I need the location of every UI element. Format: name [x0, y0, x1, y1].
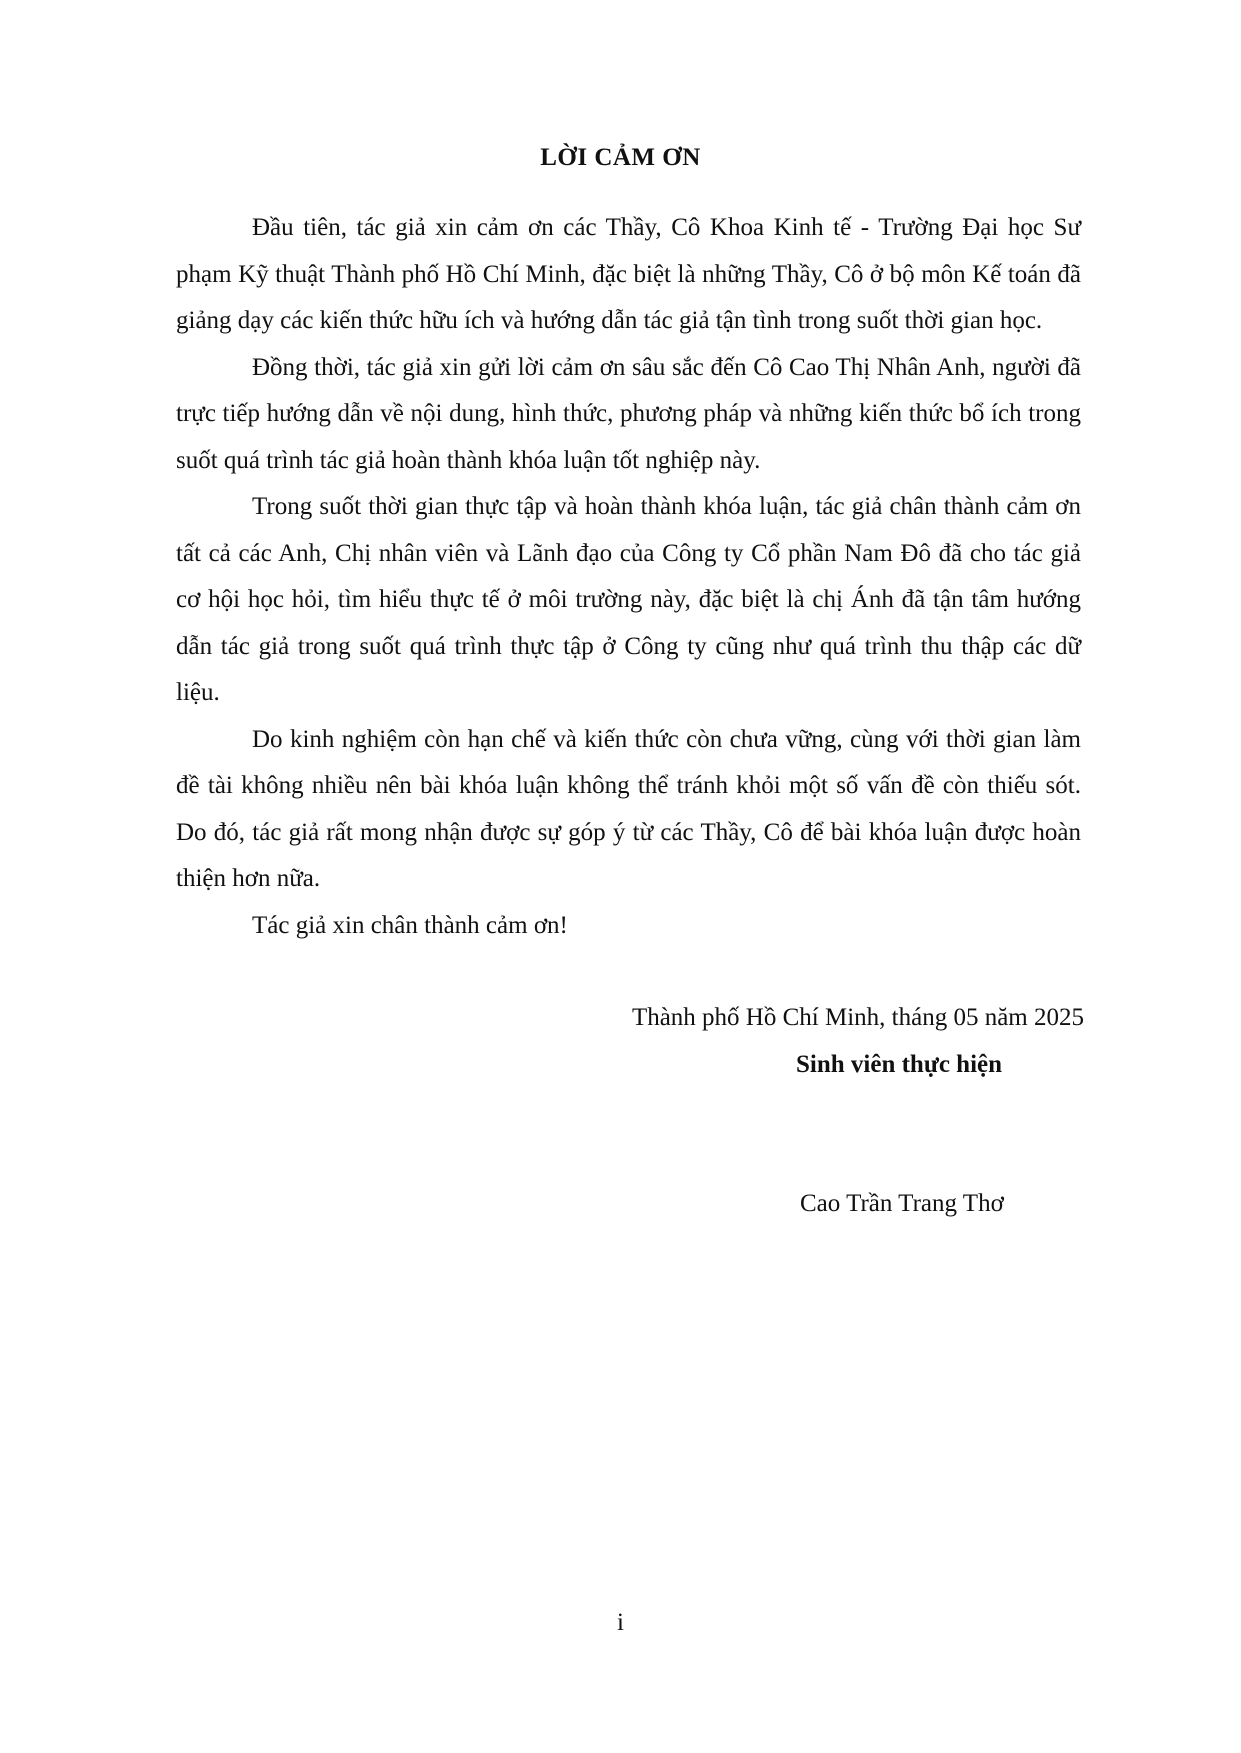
signer-name: Cao Trần Trang Thơ	[800, 1190, 1004, 1217]
paragraph-5: Tác giả xin chân thành cảm ơn!	[252, 911, 568, 939]
paragraph-3: Trong suốt thời gian thực tập và hoàn thành khóa luận, tác giả chân thành cảm ơn tất cả các Anh, Chị nhân viên và Lãnh đạo của Công ty Cổ phần Nam Đô đã cho tác giả cơ hội học hỏi, tìm hiểu thực tế ở môi trường này, đặc biệt là chị Ánh đã tận tâm hướng dẫn tác giả trong suốt quá trình thực tập ở Công ty cũng như quá trình thu thập các dữ liệu.	[176, 493, 1081, 706]
signer-role: Sinh viên thực hiện	[796, 1051, 1003, 1078]
place-date: Thành phố Hồ Chí Minh, tháng 05 năm 2025	[631, 1004, 1084, 1031]
acknowledgement-body	[176, 205, 1081, 949]
paragraph-2: Đồng thời, tác giả xin gửi lời cảm ơn sâu sắc đến Cô Cao Thị Nhân Anh, người đã trực tiếp hướng dẫn về nội dung, hình thức, phương pháp và những kiến thức bổ ích trong suốt quá trình tác giả hoàn thành khóa luận tốt nghiệp này.	[176, 353, 1081, 474]
paragraph-4: Do kinh nghiệm còn hạn chế và kiến thức còn chưa vững, cùng với thời gian làm đề tài không nhiều nên bài khóa luận không thể tránh khỏi một số vấn đề còn thiếu sót. Do đó, tác giả rất mong nhận được sự góp ý từ các Thầy, Cô để bài khóa luận được hoàn thiện hơn nữa.	[176, 725, 1081, 892]
page-number: i	[617, 1609, 624, 1636]
page-title: LỜI CẢM ƠN	[540, 144, 701, 171]
paragraph-1: Đầu tiên, tác giả xin cảm ơn các Thầy, Cô Khoa Kinh tế - Trường Đại học Sư phạm Kỹ thuật Thành phố Hồ Chí Minh, đặc biệt là những Thầy, Cô ở bộ môn Kế toán đã giảng dạy các kiến thức hữu ích và hướng dẫn tác giả tận tình trong suốt thời gian học.	[176, 214, 1081, 334]
